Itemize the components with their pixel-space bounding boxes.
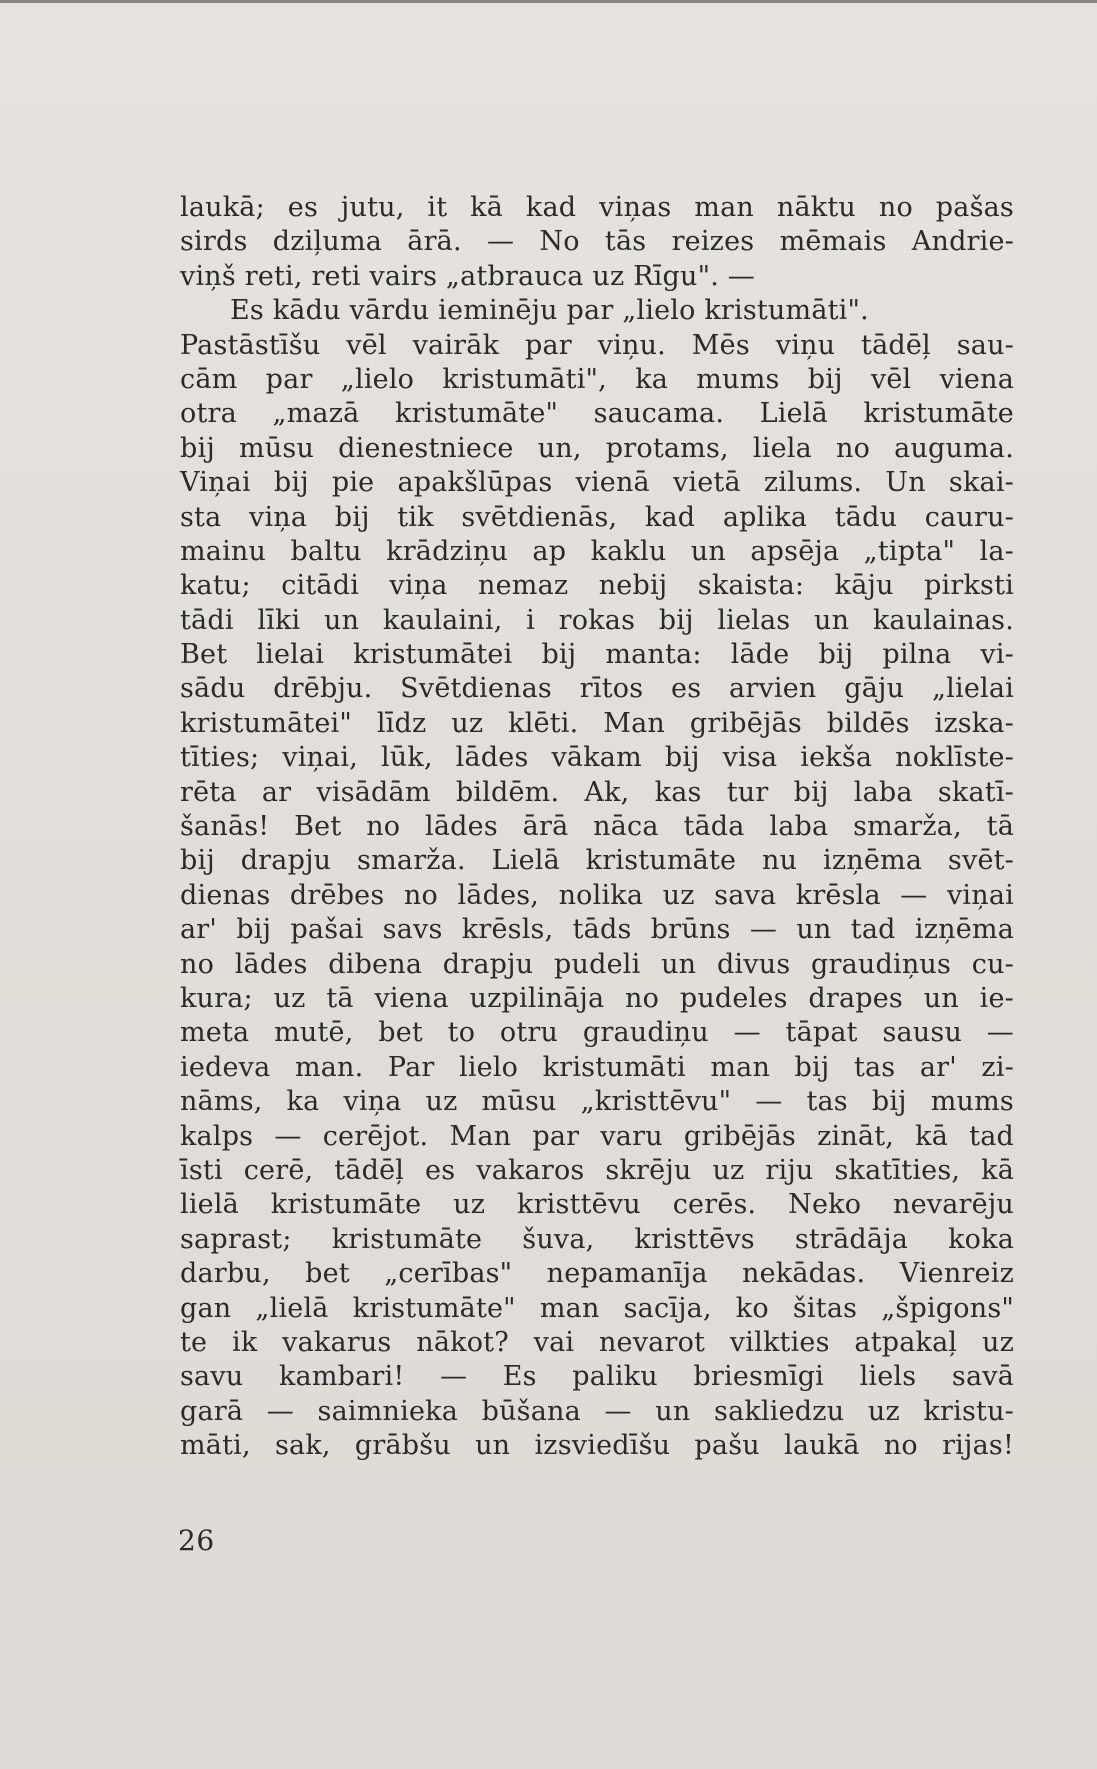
text-line: sirds dziļuma ārā. — No tās reizes mēmais Andrie- bbox=[180, 226, 1014, 258]
text-line: sādu drēbju. Svētdienas rītos es arvien gāju „lielai bbox=[180, 673, 1014, 705]
page-number: 26 bbox=[178, 1524, 215, 1557]
text-line: lielā kristumāte uz kristtēvu cerēs. Neko nevarēju bbox=[180, 1189, 1014, 1221]
text-line: kristumātei" līdz uz klēti. Man gribējās bildēs izska- bbox=[180, 707, 1014, 739]
text-line: bij mūsu dienestniece un, protams, liela no auguma. bbox=[180, 432, 1014, 464]
text-line: tādi līki un kaulaini, i rokas bij lielas un kaulainas. bbox=[180, 604, 1014, 636]
text-line: Es kādu vārdu ieminēju par „lielo kristumāti". bbox=[230, 295, 869, 327]
text-line: gan „lielā kristumāte" man sacīja, ko šitas „špigons" bbox=[180, 1292, 1014, 1324]
text-line: Bet lielai kristumātei bij manta: lāde bij pilna vi- bbox=[180, 639, 1014, 671]
text-line: tīties; viņai, lūk, lādes vākam bij visa iekša noklīste- bbox=[180, 742, 1014, 774]
text-line: šanās! Bet no lādes ārā nāca tāda laba smarža, tā bbox=[180, 811, 1014, 843]
text-line: saprast; kristumāte šuva, kristtēvs strādāja koka bbox=[180, 1223, 1014, 1255]
text-line: otra „mazā kristumāte" saucama. Lielā kristumāte bbox=[180, 398, 1014, 430]
text-line: no lādes dibena drapju pudeli un divus graudiņus cu- bbox=[180, 948, 1014, 980]
text-line: katu; citādi viņa nemaz nebij skaista: kāju pirksti bbox=[180, 570, 1014, 602]
text-line: garā — saimnieka būšana — un sakliedzu uz kristu- bbox=[180, 1395, 1014, 1427]
text-line: nāms, ka viņa uz mūsu „kristtēvu" — tas bij mums bbox=[180, 1086, 1014, 1118]
text-line: savu kambari! — Es paliku briesmīgi liels savā bbox=[180, 1361, 1014, 1393]
text-line: laukā; es jutu, it kā kad viņas man nāktu no pašas bbox=[180, 192, 1014, 223]
text-line: rēta ar visādām bildēm. Ak, kas tur bij laba skatī- bbox=[180, 776, 1014, 808]
text-line: viņš reti, reti vairs „atbrauca uz Rīgu". — bbox=[180, 260, 755, 292]
page-top-edge bbox=[0, 0, 1097, 3]
text-line: darbu, bet „cerības" nepamanīja nekādas. Vienreiz bbox=[180, 1258, 1014, 1290]
text-line: māti, sak, grābšu un izsviedīšu pašu laukā no rijas! bbox=[180, 1430, 1014, 1462]
text-line: Viņai bij pie apakšlūpas vienā vietā zilums. Un skai- bbox=[180, 467, 1014, 499]
text-line: ar' bij pašai savs krēsls, tāds brūns — un tad izņēma bbox=[180, 914, 1014, 946]
text-line: mainu baltu krādziņu ap kaklu un apsēja „tipta" la- bbox=[180, 535, 1014, 567]
text-line: meta mutē, bet to otru graudiņu — tāpat sausu — bbox=[180, 1017, 1014, 1049]
text-line: te ik vakarus nākot? vai nevarot vilkties atpakaļ uz bbox=[180, 1326, 1014, 1358]
body-text bbox=[180, 191, 1014, 1463]
text-line: Pastāstīšu vēl vairāk par viņu. Mēs viņu tādēļ sau- bbox=[180, 329, 1014, 361]
text-line: sta viņa bij tik svētdienās, kad aplika tādu cauru- bbox=[180, 501, 1014, 533]
text-line: cām par „lielo kristumāti", ka mums bij vēl viena bbox=[180, 363, 1014, 395]
text-line: kalps — cerējot. Man par varu gribējās zināt, kā tad bbox=[180, 1120, 1014, 1152]
text-line: bij drapju smarža. Lielā kristumāte nu izņēma svēt- bbox=[180, 845, 1014, 877]
text-line: iedeva man. Par lielo kristumāti man bij tas ar' zi- bbox=[180, 1051, 1014, 1083]
text-line: dienas drēbes no lādes, nolika uz sava krēsla — viņai bbox=[180, 879, 1014, 911]
text-line: īsti cerē, tādēļ es vakaros skrēju uz riju skatīties, kā bbox=[180, 1154, 1014, 1186]
text-line: kura; uz tā viena uzpilināja no pudeles drapes un ie- bbox=[180, 982, 1014, 1014]
